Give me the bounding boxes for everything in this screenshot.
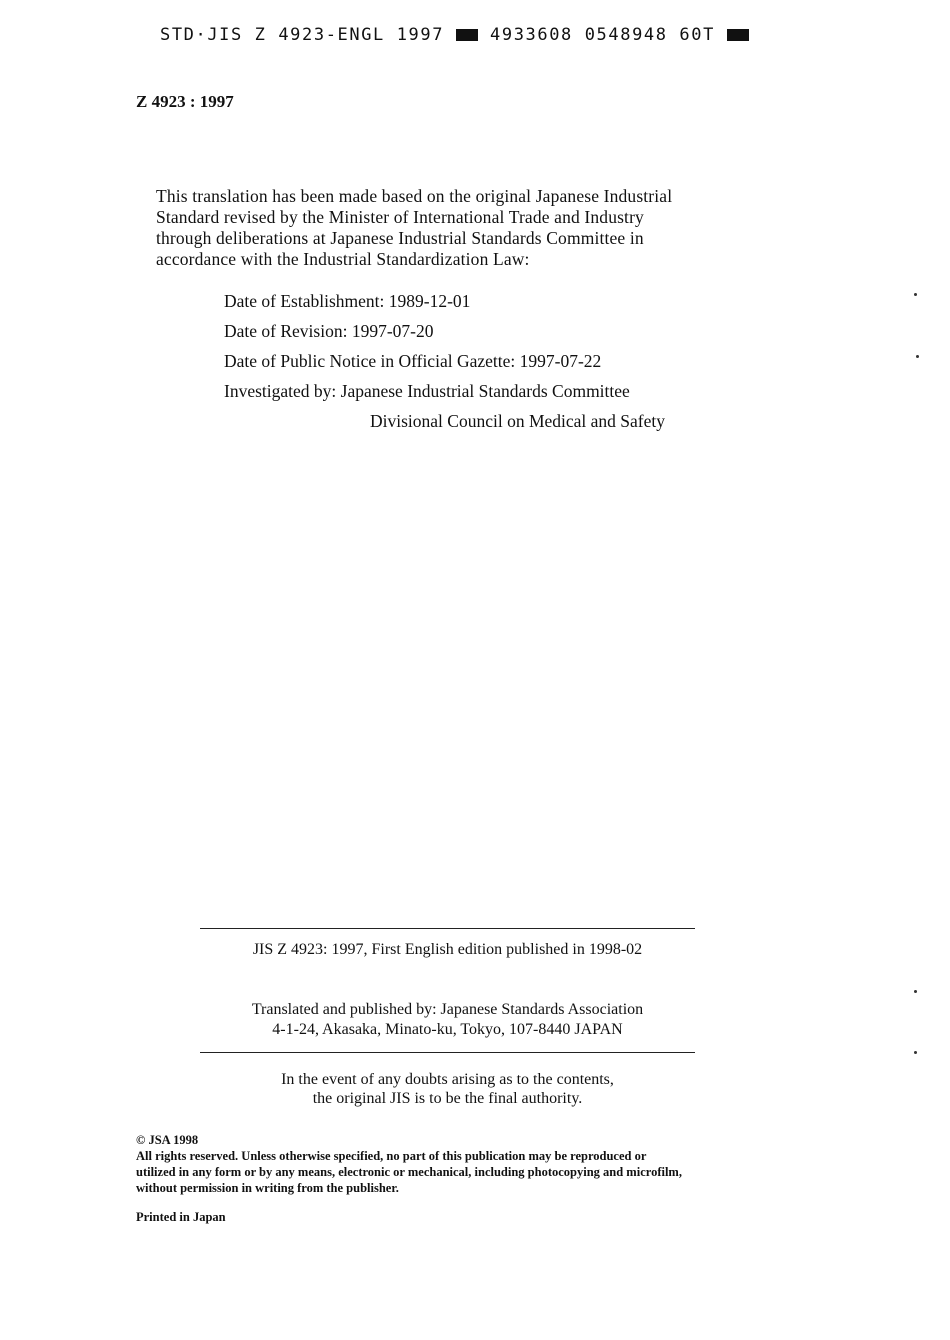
printed-in: Printed in Japan (136, 1210, 226, 1224)
date-of-revision: Date of Revision: 1997-07-20 (224, 321, 434, 341)
intro-line: Standard revised by the Minister of International Trade and Industry (156, 207, 644, 227)
header-block-mark (456, 29, 478, 41)
scan-speck (914, 293, 917, 296)
divisional-council: Divisional Council on Medical and Safety (370, 411, 666, 431)
scan-speck (914, 1051, 917, 1054)
top-divider (200, 928, 695, 929)
edition-note: JIS Z 4923: 1997, First English edition published in 1998-02 (252, 941, 643, 958)
scan-speck (914, 990, 917, 993)
document-number: Z 4923 : 1997 (136, 92, 234, 111)
scan-header (160, 25, 761, 45)
intro-paragraph (156, 186, 776, 270)
rights-line: without permission in writing from the publisher. (136, 1181, 399, 1195)
header-code: STD·JIS Z 4923-ENGL 1997 (160, 25, 445, 45)
rights-line: utilized in any form or by any means, electronic or mechanical, including photocopying and microfilm, (136, 1165, 682, 1179)
date-of-establishment: Date of Establishment: 1989-12-01 (224, 291, 471, 311)
intro-line: through deliberations at Japanese Industrial Standards Committee in (156, 228, 644, 248)
investigated-by: Investigated by: Japanese Industrial Standards Committee (224, 381, 630, 401)
authority-note-line2: the original JIS is to be the final authority. (312, 1090, 583, 1107)
authority-note-line1: In the event of any doubts arising as to the contents, (281, 1071, 614, 1088)
rights-line: All rights reserved. Unless otherwise specified, no part of this publication may be reproduced or (136, 1149, 647, 1163)
bottom-divider (200, 1052, 695, 1053)
date-of-public-notice: Date of Public Notice in Official Gazette: 1997-07-22 (224, 351, 602, 371)
publisher-line: Translated and published by: Japanese Standards Association (251, 1001, 644, 1018)
header-barcode-number: 4933608 0548948 60T (490, 25, 715, 45)
header-block-mark-end (727, 29, 749, 41)
copyright-mark: © JSA 1998 (136, 1133, 199, 1147)
intro-line: accordance with the Industrial Standardization Law: (156, 249, 530, 269)
publisher-address: 4-1-24, Akasaka, Minato-ku, Tokyo, 107-8440 JAPAN (272, 1021, 623, 1038)
scan-speck (916, 355, 919, 358)
intro-line: This translation has been made based on the original Japanese Industrial (156, 186, 673, 206)
